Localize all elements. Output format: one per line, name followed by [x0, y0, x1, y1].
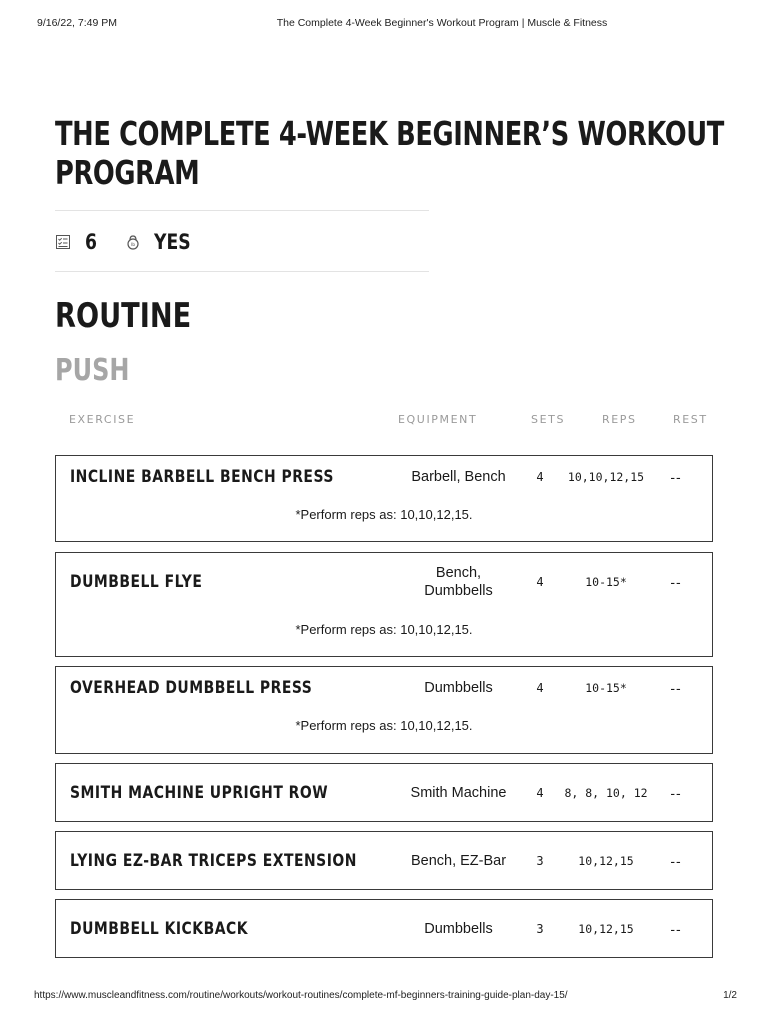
- exercise-name: SMITH MACHINE UPRIGHT ROW: [70, 782, 329, 803]
- exercise-equipment: [386, 900, 531, 957]
- exercise-card: [55, 831, 713, 890]
- column-header-rest: REST: [673, 413, 708, 426]
- exercise-card: [55, 552, 713, 657]
- print-url: https://www.muscleandfitness.com/routine/workouts/workout-routines/complete-mf-beginners-training-guide-plan-day-15/: [34, 990, 568, 1001]
- meta-divider-top: [55, 210, 429, 211]
- equipment-required-value: YES: [154, 230, 191, 254]
- exercise-sets: 4: [536, 681, 544, 695]
- program-meta: [55, 229, 199, 255]
- exercise-name: LYING EZ-BAR TRICEPS EXTENSION: [70, 850, 357, 871]
- exercise-equipment-line: Barbell, Bench: [411, 469, 506, 485]
- exercise-reps: 8, 8, 10, 12: [564, 785, 648, 800]
- page-title-line-1: THE COMPLETE 4-WEEK BEGINNER’S WORKOUT: [55, 114, 724, 153]
- column-header-exercise: EXERCISE: [69, 413, 136, 426]
- exercise-note: *Perform reps as: 10,10,12,15.: [295, 717, 473, 733]
- exercise-rest: --: [670, 852, 682, 869]
- exercise-equipment-line: Dumbbells: [424, 680, 493, 696]
- exercise-note: *Perform reps as: 10,10,12,15.: [295, 621, 473, 637]
- exercise-rest: --: [670, 680, 682, 696]
- exercise-sets: 3: [536, 853, 544, 868]
- column-header-equipment: EQUIPMENT: [398, 413, 478, 426]
- exercise-sets: 3: [536, 921, 544, 936]
- day-heading: PUSH: [55, 353, 130, 388]
- routine-heading: ROUTINE: [55, 296, 192, 336]
- exercise-card: [55, 455, 713, 542]
- column-header-sets: SETS: [531, 413, 566, 426]
- page-number: 1/2: [723, 990, 737, 1001]
- exercise-card: [55, 899, 713, 958]
- days-value: 6: [85, 230, 97, 254]
- exercise-reps: 10,10,12,15: [567, 470, 645, 484]
- print-datetime: 9/16/22, 7:49 PM: [37, 17, 117, 29]
- exercise-equipment: [386, 764, 531, 821]
- exercise-name: DUMBBELL FLYE: [70, 572, 203, 592]
- exercise-equipment-line: Bench, EZ-Bar: [410, 852, 507, 869]
- exercise-rest: --: [670, 469, 682, 485]
- exercise-reps: 10-15*: [585, 681, 627, 695]
- exercise-note: *Perform reps as: 10,10,12,15.: [295, 506, 473, 522]
- exercise-equipment-line: Smith Machine: [410, 784, 507, 801]
- exercise-name: INCLINE BARBELL BENCH PRESS: [70, 467, 334, 487]
- exercise-sets: 4: [536, 575, 544, 589]
- exercise-equipment-line: Bench,: [435, 565, 482, 581]
- exercise-reps: 10,12,15: [578, 853, 634, 868]
- column-header-reps: REPS: [602, 413, 637, 426]
- exercise-equipment: [386, 561, 531, 603]
- exercise-equipment-line: Dumbbells: [424, 920, 493, 937]
- svg-text:lb: lb: [130, 243, 136, 248]
- meta-divider-bottom: [55, 271, 429, 272]
- exercise-card: [55, 763, 713, 822]
- exercise-equipment: [386, 466, 531, 488]
- exercise-name: OVERHEAD DUMBBELL PRESS: [70, 678, 313, 698]
- exercise-rest: --: [670, 784, 682, 801]
- exercise-equipment-line: Dumbbells: [424, 583, 493, 599]
- exercise-name: DUMBBELL KICKBACK: [70, 918, 248, 939]
- exercise-equipment: [386, 832, 531, 889]
- kettlebell-icon: [125, 234, 141, 250]
- exercise-equipment: [386, 677, 531, 699]
- exercise-rest: --: [670, 920, 682, 937]
- print-document-title: The Complete 4-Week Beginner's Workout Program | Muscle & Fitness: [276, 17, 608, 29]
- exercise-reps: 10-15*: [585, 575, 627, 589]
- print-footer: [0, 990, 768, 1004]
- print-header: [0, 17, 768, 33]
- exercise-reps: 10,12,15: [578, 921, 634, 936]
- page-title: [55, 114, 726, 192]
- exercise-sets: 4: [536, 470, 544, 484]
- exercise-card: [55, 666, 713, 754]
- checklist-icon: [55, 234, 71, 250]
- exercise-rest: --: [670, 574, 682, 590]
- page-title-line-2: PROGRAM: [55, 153, 200, 192]
- exercise-sets: 4: [536, 785, 544, 800]
